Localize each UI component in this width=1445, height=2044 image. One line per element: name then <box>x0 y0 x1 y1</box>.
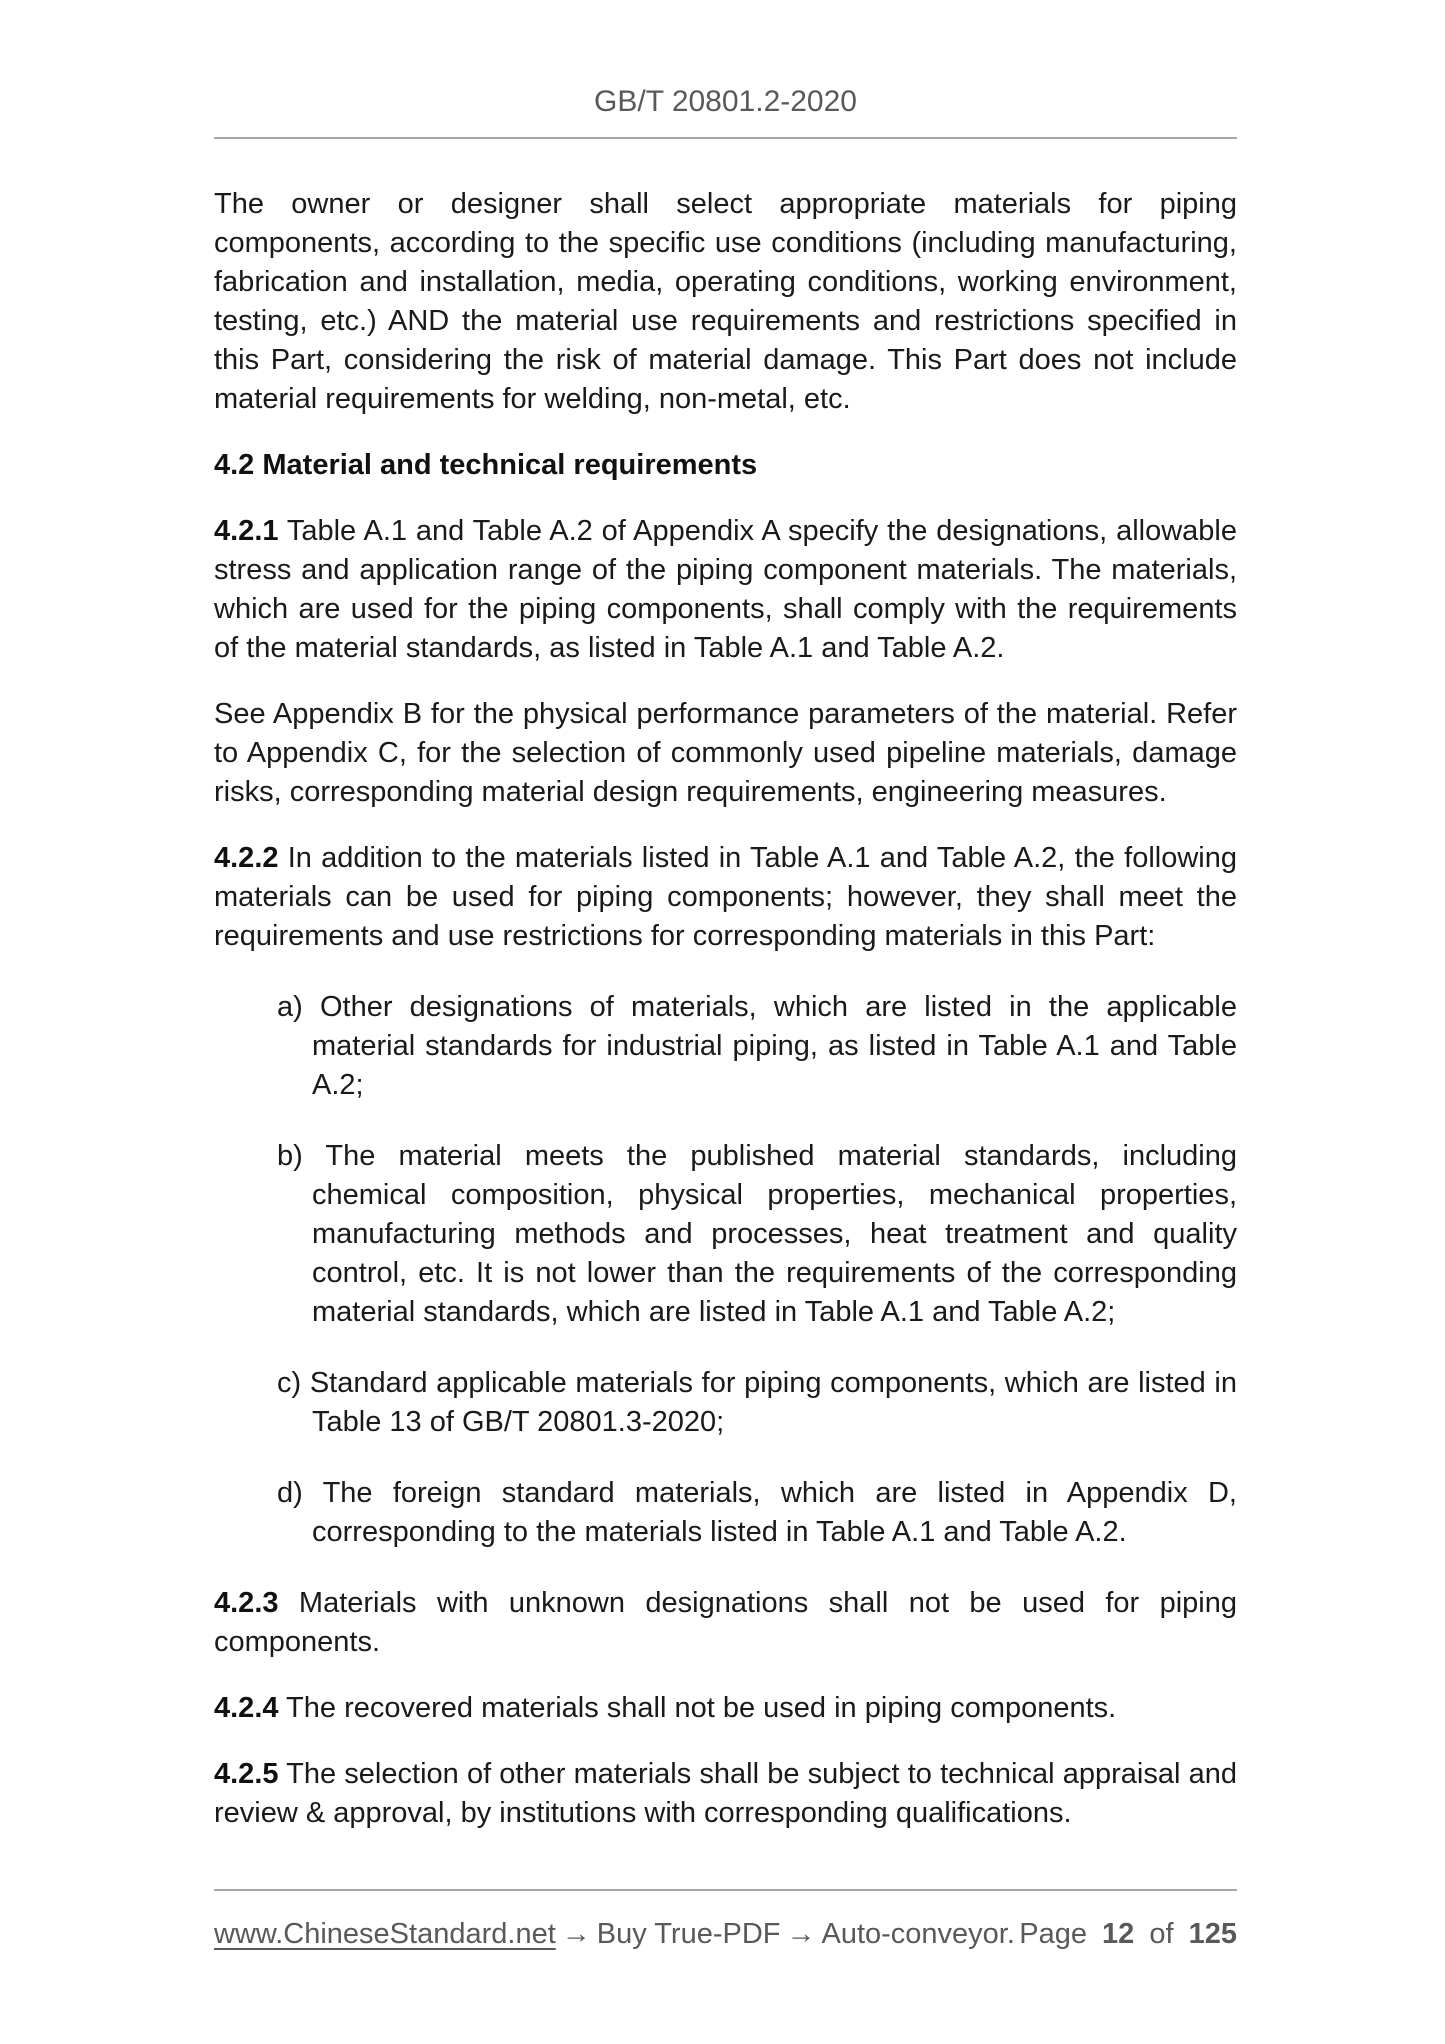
clause-text-4-2-5: The selection of other materials shall be subject to technical appraisal and review & approval, by institutions with corresponding qualifications. <box>214 1758 1237 1829</box>
right-arrow-icon: → <box>561 1918 591 1950</box>
clause-text-4-2-3: Materials with unknown designations shall not be used for piping components. <box>214 1587 1237 1658</box>
list-text-b: The material meets the published material standards, including chemical composition, physical properties, mechanical properties, manufacturing methods and processes, heat treatment and quality control, etc. It is not lower than the requirements of the corresponding material standards, which are listed in Table A.1 and Table A.2; <box>312 1140 1237 1328</box>
clause-text-4-2-4: The recovered materials shall not be used in piping components. <box>286 1692 1117 1724</box>
clause-text-4-2-1: Table A.1 and Table A.2 of Appendix A specify the designations, allowable stress and application range of the piping component materials. The materials, which are used for the piping components, shall comply with the requirements of the material standards, as listed in Table A.1 and Table A.2. <box>214 515 1237 664</box>
footer-buy-text: Buy True-PDF <box>596 1918 781 1950</box>
clause-number-4-2-3: 4.2.3 <box>214 1587 279 1619</box>
page-word: Page <box>1019 1918 1087 1950</box>
list-marker-c: c) <box>277 1367 302 1399</box>
list-item-a <box>214 988 1237 1105</box>
footer-website-link[interactable]: www.ChineseStandard.net <box>214 1918 556 1950</box>
current-page-number: 12 <box>1102 1918 1135 1950</box>
document-body <box>214 185 1237 1833</box>
list-item-c <box>214 1364 1237 1442</box>
list-marker-a: a) <box>277 991 303 1023</box>
clause-number-4-2-5: 4.2.5 <box>214 1758 279 1790</box>
section-heading-4-2: 4.2 Material and technical requirements <box>214 449 758 481</box>
paragraph-4-2-5 <box>214 1755 1237 1833</box>
page-indicator <box>1019 1915 1237 1954</box>
paragraph-4-2-3 <box>214 1584 1237 1662</box>
list-text-d: The foreign standard materials, which are listed in Appendix D, corresponding to the materials listed in Table A.1 and Table A.2. <box>312 1477 1237 1548</box>
clause-number-4-2-1: 4.2.1 <box>214 515 279 547</box>
paragraph-4-2-4 <box>214 1689 1237 1728</box>
list-item-d <box>214 1474 1237 1552</box>
paragraph-appendix-note: See Appendix B for the physical performance parameters of the material. Refer to Appendix C, for the selection of commonly used pipeline materials, damage risks, corresponding material design requirements, engineering measures. <box>214 698 1237 808</box>
footer-conveyor-text: Auto-conveyor. <box>821 1918 1015 1950</box>
total-page-number: 125 <box>1188 1918 1237 1950</box>
clause-number-4-2-2: 4.2.2 <box>214 842 279 874</box>
footer-rule <box>214 1889 1237 1891</box>
clause-text-4-2-2: In addition to the materials listed in Table A.1 and Table A.2, the following materials can be used for piping components; however, they shall meet the requirements and use restrictions for corresponding materials in this Part: <box>214 842 1237 952</box>
list-text-a: Other designations of materials, which are listed in the applicable material standards for industrial piping, as listed in Table A.1 and Table A.2; <box>312 991 1237 1101</box>
list-marker-b: b) <box>277 1140 303 1172</box>
footer-left <box>214 1915 1015 1954</box>
paragraph-4-2-1 <box>214 512 1237 668</box>
footer-row <box>214 1915 1237 1954</box>
list-item-b <box>214 1137 1237 1332</box>
list-text-c: Standard applicable materials for piping components, which are listed in Table 13 of GB/T 20801.3-2020; <box>309 1367 1237 1438</box>
paragraph-4-2-2 <box>214 839 1237 956</box>
paragraph-intro: The owner or designer shall select appropriate materials for piping components, according to the specific use conditions (including manufacturing, fabrication and installation, media, operating conditions, working environment, testing, etc.) AND the material use requirements and restrictions specified in this Part, considering the risk of material damage. This Part does not include material requirements for welding, non-metal, etc. <box>214 188 1237 415</box>
right-arrow-icon: → <box>786 1918 816 1950</box>
clause-number-4-2-4: 4.2.4 <box>214 1692 279 1724</box>
header-rule <box>214 137 1237 139</box>
page-footer <box>214 1889 1237 1954</box>
content-column <box>214 0 1237 1860</box>
standard-number-title: GB/T 20801.2-2020 <box>594 85 857 118</box>
of-word: of <box>1149 1918 1174 1950</box>
list-marker-d: d) <box>277 1477 303 1509</box>
